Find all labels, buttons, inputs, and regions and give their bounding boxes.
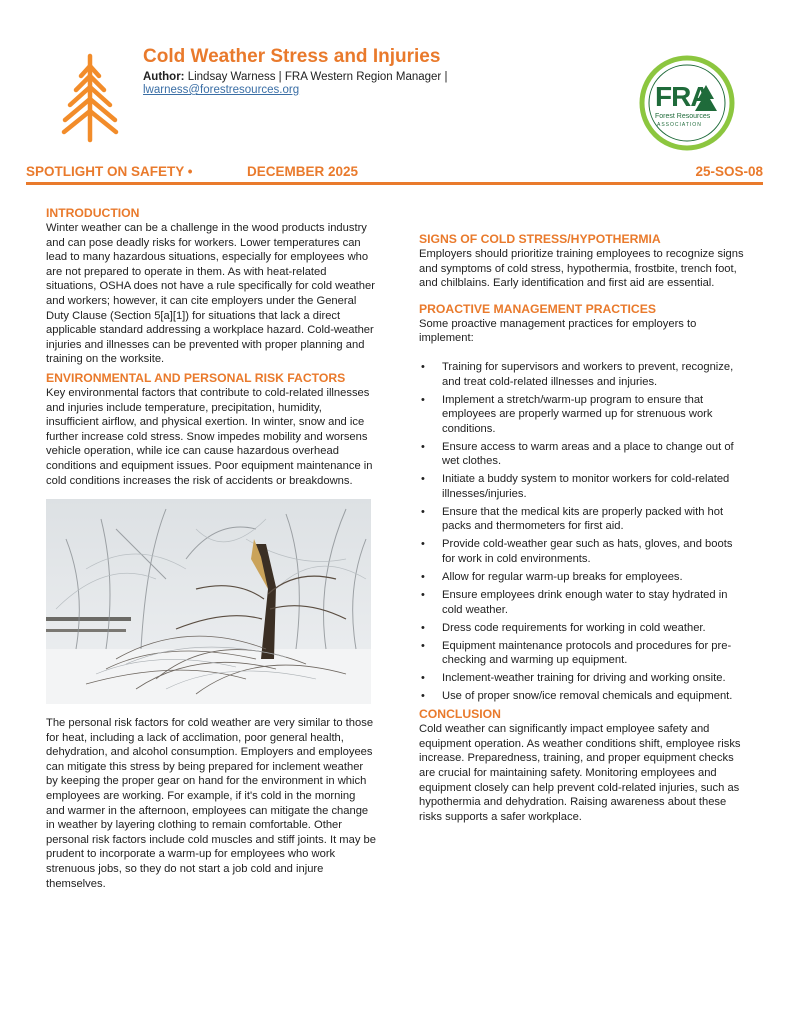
list-item <box>419 671 744 686</box>
right-column <box>419 232 744 824</box>
bullet: • <box>421 621 425 634</box>
env-heading: ENVIRONMENTAL AND PERSONAL RISK FACTORS <box>46 370 346 385</box>
list-item-text: Use of proper snow/ice removal chemicals and equipment. <box>442 690 733 703</box>
bullet: • <box>421 440 425 453</box>
personal-risk-body: The personal risk factors for cold weather are very similar to those for heat, including a lack of acclimation, poor general health, dehydration, and alcohol consumption. Employers and employees can mitigate this stress by being prepared for inclement weather by keeping the proper gear on hand for the environment in which employees are working. For example, if it's cold in the morning and warmer in the afternoon, employees can mitigate the change in weather by layering clothing to remain comfortable. Other personal risk factors include cold muscles and stiff joints. It may be prudent to incorporate a warm-up for employees who work strenuous jobs, so they do not start a job cold and injure themselves. <box>46 717 376 890</box>
practices-list <box>419 360 744 704</box>
list-item <box>419 570 744 585</box>
fra-logo <box>639 55 735 151</box>
env-body: Key environmental factors that contribute to cold-related illnesses and injuries include temperature, precipitation, humidity, insufficient airflow, and physical exertion. In winter, snow and ice further increase cold stress. Snow impedes mobility and worsens vehicle operation, while ice can cause hazardous overhead conditions and equipment issues. Poor equipment maintenance in cold conditions increases the risk of accidents or breakdowns. <box>46 386 373 487</box>
list-item-text: Dress code requirements for working in cold weather. <box>442 621 706 634</box>
list-item <box>419 689 744 704</box>
bullet: • <box>421 571 425 584</box>
list-item-text: Provide cold-weather gear such as hats, gloves, and boots for work in cold environments. <box>442 538 733 566</box>
author-email-link[interactable]: lwarness@forestresources.org <box>143 84 300 96</box>
author-label: Author: <box>143 71 185 83</box>
issue-date: DECEMBER 2025 <box>247 164 359 179</box>
tree-logo-icon <box>55 52 125 144</box>
fra-logo-subtext-1: Forest Resources <box>655 113 711 120</box>
bullet: • <box>421 672 425 685</box>
list-item-text: Equipment maintenance protocols and procedures for pre-checking and warming up equipment. <box>442 639 732 667</box>
signs-heading: SIGNS OF COLD STRESS/HYPOTHERMIA <box>419 232 661 246</box>
issue-code: 25-SOS-08 <box>695 164 763 179</box>
page-title: Cold Weather Stress and Injuries <box>143 46 441 67</box>
intro-body: Winter weather can be a challenge in the wood products industry and can pose deadly risks for workers. Lower temperatures can lead to many hazardous situations, especially for employees who are not prepared to operate in them. As with heat-related situations, OSHA does not have a rule specifically for cold weather and workers; however, it can cite employers under the General Duty Clause (Section 5[a][1]) for situations that lack a direct applicable standard addressing a workplace hazard. Cold-weather injuries and illnesses can be prevented with proper planning and training on the worksite. <box>46 222 375 366</box>
list-item <box>419 588 744 617</box>
list-item-text: Training for supervisors and workers to prevent, recognize, and treat cold-related illnesses and injuries. <box>442 360 734 388</box>
band-rule <box>26 182 763 185</box>
left-column <box>46 206 376 891</box>
bullet: • <box>421 639 425 652</box>
spotlight-label: SPOTLIGHT ON SAFETY • <box>26 164 193 179</box>
list-item <box>419 639 744 668</box>
bullet: • <box>421 360 425 373</box>
list-item-text: Allow for regular warm-up breaks for employees. <box>442 571 683 584</box>
list-item-text: Implement a stretch/warm-up program to ensure that employees are properly warmed up for strenuous work conditions. <box>442 393 713 435</box>
list-item <box>419 440 744 469</box>
list-item <box>419 393 744 437</box>
signs-body: Employers should prioritize training employees to recognize signs and symptoms of cold stress, hypothermia, frostbite, trench foot, and chilblains. Early identification and first aid are essential. <box>419 248 744 290</box>
list-item <box>419 621 744 636</box>
list-item <box>419 360 744 389</box>
author-line <box>143 71 447 83</box>
list-item <box>419 505 744 534</box>
conclusion-heading: CONCLUSION <box>419 707 501 722</box>
list-item-text: Ensure employees drink enough water to stay hydrated in cold weather. <box>442 589 728 616</box>
fra-logo-subtext-2: ASSOCIATION <box>657 122 702 128</box>
bullet: • <box>421 538 425 551</box>
bullet: • <box>421 473 425 486</box>
icy-tree-photo <box>46 499 371 704</box>
practices-heading: PROACTIVE MANAGEMENT PRACTICES <box>419 301 656 316</box>
bullet: • <box>421 589 425 602</box>
author-text: Lindsay Warness | FRA Western Region Manager | <box>184 71 448 83</box>
list-item-text: Ensure access to warm areas and a place to change out of wet clothes. <box>442 440 734 468</box>
intro-heading: INTRODUCTION <box>46 206 140 220</box>
conclusion-body: Cold weather can significantly impact employee safety and equipment operation. As weather conditions shift, employee risks increase. Preparedness, training, and proper equipment checks are crucial for maintaining safety. Monitoring employees and equipment closely can help prevent cold-related injuries, such as hypothermia and dehydration. Raising awareness about these risks supports a safer workplace. <box>419 723 741 823</box>
list-item <box>419 472 744 501</box>
bullet: • <box>421 690 425 703</box>
list-item <box>419 537 744 566</box>
list-item-text: Inclement-weather training for driving and working onsite. <box>442 672 726 685</box>
fra-logo-text: FRA <box>655 81 710 112</box>
practices-intro: Some proactive management practices for employers to implement: <box>419 317 697 345</box>
list-item-text: Initiate a buddy system to monitor workers for cold-related illnesses/injuries. <box>442 473 730 500</box>
list-item-text: Ensure that the medical kits are properly packed with hot packs and thermometers for first aid. <box>442 505 724 533</box>
bullet: • <box>421 505 425 518</box>
bullet: • <box>421 393 425 406</box>
spotlight-band <box>26 162 763 184</box>
